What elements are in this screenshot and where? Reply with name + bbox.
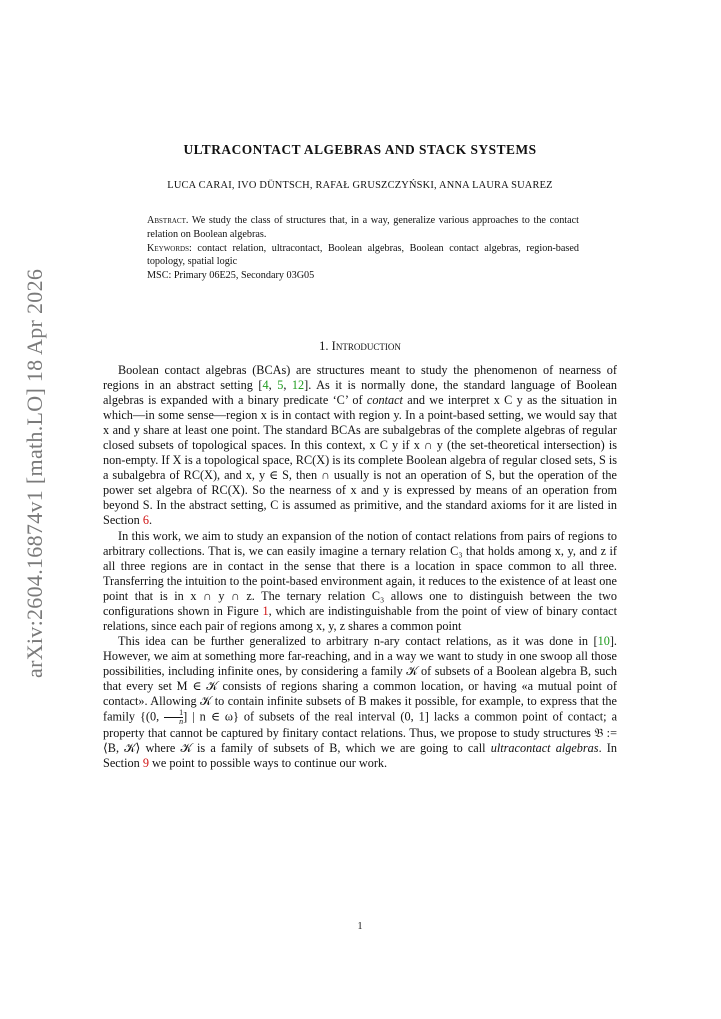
p1-text-b: ]. As it is normally done, the standard language of Boolean algebras is expanded with a binary predicate ‘C’ of [103,378,617,408]
p3-text-d: . In Section [103,741,617,771]
abstract-label: Abstract. [147,215,189,226]
fraction-denominator: n [179,717,184,727]
section-heading [100,339,620,354]
author-list: LUCA CARAI, IVO DÜNTSCH, RAFAŁ GRUSZCZYŃSKI, ANNA LAURA SUAREZ [167,180,553,191]
citation-12[interactable]: 12 [291,378,305,393]
p1-text-a: Boolean contact algebras (BCAs) are structures meant to study the phenomenon of nearness of regions in an abstract setting [ [103,363,617,393]
paragraph-2 [103,529,617,634]
p2-text-b: , which are indistinguishable from the point of view of binary contact relations, since each pair of regions among x, y, z shares a common point [103,603,617,633]
abstract [147,214,579,242]
p3-text-c: ] | n ∈ ω} of subsets of the real interval (0, 1] lacks a common point of contact; a property that cannot be captured by finitary contact relations. Thus, we propose to study structures 𝔅 := ⟨B, 𝒦⟩ where 𝒦 is a family of subsets of B, which we are going to call [103,709,618,756]
section-6-link[interactable]: 6 [142,513,149,528]
paper-title: ULTRACONTACT ALGEBRAS AND STACK SYSTEMS [183,142,537,157]
citation-4[interactable]: 4 [262,378,269,393]
keywords [147,242,579,270]
p2-text-a: In this work, we aim to study an expansion of the notion of contact relations from pairs of regions to arbitrary collections. That is, we can easily imagine a ternary relation C₃ that holds among x, y, and z if all three regions are in contact in the sense that there is a location in space common to all three. Transferring the intuition to the point-based environment again, it reduces to the existence of at least one point that is in x ∩ y ∩ z. The ternary relation C₃ allows one to distinguish between the two configurations shown in Figure [103,528,617,618]
fraction-one-over-n [164,709,183,726]
section-title-text: Introduction [331,339,401,353]
keywords-label: Keywords: [147,242,192,254]
paragraph-1: Boolean contact algebras (BCAs) are structures meant to study the phenomenon of nearness of regions in an abstract setting [4, 5, 12]. As it is normally done, the standard language of Boolean algebras is expanded with a binary predicate ‘C’ of contact and we interpret x C y as the situation in which—in some sense—region x is in contact with region y. In a point-based setting, we would say that x and y share at least one point. The standard BCAs are subalgebras of the complete algebras of regular closed subsets of topological spaces. In this context, x C y if x ∩ y (the set-theoretical intersection) is non-empty. If X is a topological space, RC(X) is its complete Boolean algebra of regular closed sets, S is a subalgebra of RC(X), and x, y ∈ S, then ∩ usually is not an operation of S, but the operation of the power set algebra of RC(X). So the nearness of x and y is expressed by means of an operation from beyond S. In the abstract setting, C is assumed as primitive, and the standard axioms for it are listed in Section 6. [103,363,617,528]
abstract-text: We study the class of structures that, in a way, generalize various approaches to the contact relation on Boolean algebras. [147,215,579,240]
arxiv-identifier: arXiv:2604.16874v1 [math.LO] 18 Apr 2026 [22,268,47,678]
p1-text-c: and we interpret x C y as the situation in which—in some sense—region x is in contact with region y. In a point-based setting, we would say that x and y share at least one point. The standard BCAs are subalgebras of the complete algebras of regular closed subsets of topological spaces. In this context, x C y if x ∩ y (the set-theoretical intersection) is non-empty. If X is a topological space, RC(X) is its complete Boolean algebra of regular closed sets, S is a subalgebra of RC(X), and x, y ∈ S, then ∩ usually is not an operation of S, but the operation of the power set algebra of RC(X). So the nearness of x and y is expressed by means of an operation from beyond S. In the abstract setting, C is assumed as primitive, and the standard axioms for it are listed in Section [103,393,617,528]
page-number: 1 [357,921,363,932]
fraction-numerator: 1 [164,709,183,718]
paragraph-3 [103,634,617,771]
p1-term-contact: contact [366,393,403,408]
citation-5[interactable]: 5 [277,378,284,393]
p3-text-b: ]. However, we aim at something more far-reaching, and in a way we want to study in one swoop all those possibilities, including infinite ones, by considering a family 𝒦 of subsets of a Boolean algebra B, such that every set M ∈ 𝒦 consists of regions sharing a common location, or having «a mutual point of contact». Allowing 𝒦 to contain infinite subsets of B makes it possible, for example, to express that the family {(0, [103,633,617,724]
p3-text-e: we point to possible ways to continue our work. [148,756,388,771]
p1-text-d: . [148,513,152,528]
p3-term-ultracontact: ultracontact algebras [490,741,599,756]
keywords-text: contact relation, ultracontact, Boolean algebras, Boolean contact algebras, region-based topology, spatial logic [147,242,579,268]
p3-text-a: This idea can be further generalized to arbitrary n-ary contact relations, as it was done in [ [118,633,598,648]
body-text [103,363,617,771]
section-9-link[interactable]: 9 [142,756,149,771]
section-number: 1. [319,339,329,353]
front-matter [147,214,579,283]
citation-10[interactable]: 10 [597,633,610,648]
msc-classification: MSC: Primary 06E25, Secondary 03G05 [147,270,315,282]
figure-1-link[interactable]: 1 [262,603,269,618]
